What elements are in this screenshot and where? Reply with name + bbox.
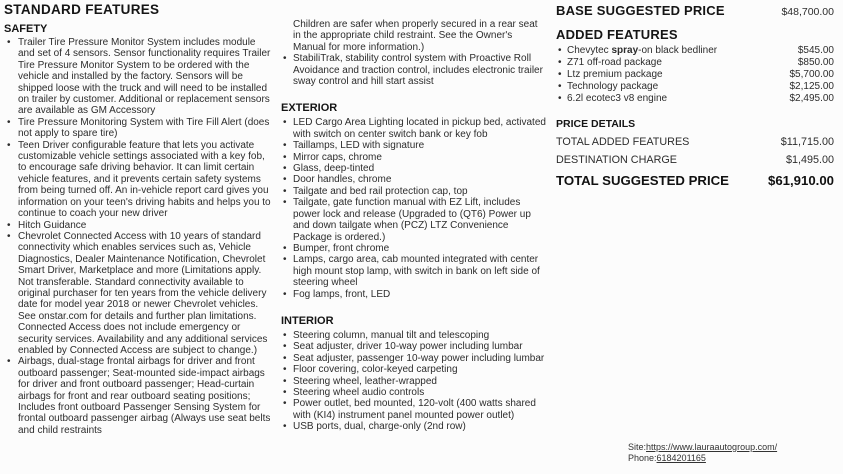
total-price-value: $61,910.00 (767, 173, 834, 188)
feature-item: • Steering column, manual tilt and telescoping (281, 330, 547, 341)
added-feature-price: $2,495.00 (789, 93, 834, 104)
feature-item: • Floor covering, color-keyed carpeting (281, 364, 547, 375)
feature-item: • Steering wheel audio controls (281, 387, 547, 398)
feature-item: • Tailgate, gate function manual with EZ Lift, includes power lock and release (Upgraded to (QT6) Power up and down tailgate when (PCZ) LTZ Convenience Package is ordered.) (281, 197, 547, 243)
page-title: STANDARD FEATURES (4, 2, 160, 17)
added-feature-price: $5,700.00 (789, 69, 834, 80)
price-details-heading: PRICE DETAILS (556, 118, 636, 130)
feature-item: • Chevrolet Connected Access with 10 years of standard connectivity which enables services such as, Vehicle Diagnostics, Dealer Maintenance Notification, Chevrolet Smart Driver, Marketplace and more (Limitations apply. Not transferable. Standard connectivity available to original purchaser for ten years from the vehicle delivery date for model year 2018 or newer Chevrolet vehicles. See onstar.com for details and further plan limitations. Connected Access does not include emergency or security services. Availability and any additional services enabled by Connected Access are subject to change.) (4, 231, 274, 356)
added-feature-label: • Z71 off-road package (556, 57, 662, 69)
interior-heading: INTERIOR (281, 314, 334, 327)
site-line (628, 442, 777, 453)
site-link[interactable]: https://www.lauraautogroup.com/ (646, 442, 778, 452)
feature-item: • Mirror caps, chrome (281, 152, 547, 163)
added-features-list (556, 45, 834, 105)
price-details-rows (556, 136, 834, 166)
added-feature-price: $545.00 (797, 45, 834, 56)
feature-item: • Power outlet, bed mounted, 120-volt (400 watts shared with (KI4) instrument panel mounted power outlet) (281, 398, 547, 421)
feature-item: • Airbags, dual-stage frontal airbags for driver and front outboard passenger; Seat-mounted side-impact airbags for driver and front outboard passenger; Head-curtain airbags for front and rear outboard seating positions; Includes front outboard Passenger Sensing System for frontal outboard passenger airbag (Always use seat belts and child restraints (4, 356, 274, 436)
feature-item: • Taillamps, LED with signature (281, 140, 547, 151)
feature-item: • Steering wheel, leather-wrapped (281, 376, 547, 387)
safety-continuation-text: Children are safer when properly secured in a rear seat in the appropriate child restraint. See the Owner's Manual for more information.) (293, 19, 538, 53)
feature-item: • Hitch Guidance (4, 220, 274, 231)
dealer-contact-footer (628, 442, 777, 464)
added-feature-row (556, 93, 834, 105)
added-feature-row (556, 45, 834, 57)
features-continuation-column (281, 0, 547, 433)
price-detail-value: $1,495.00 (785, 154, 834, 166)
base-price-value: $48,700.00 (781, 6, 834, 18)
safety-heading: SAFETY (4, 23, 48, 35)
added-feature-row (556, 81, 834, 93)
feature-item: • LED Cargo Area Lighting located in pickup bed, activated with switch on center switch bank or key fob (281, 117, 547, 140)
total-price-row (556, 173, 834, 188)
base-price-label: BASE SUGGESTED PRICE (556, 3, 725, 18)
feature-item: • Seat adjuster, passenger 10-way power including lumbar (281, 353, 547, 364)
feature-item: • StabiliTrak, stability control system with Proactive Roll Avoidance and traction control, includes electronic trailer sway control and hill start assist (281, 53, 547, 87)
added-feature-label: • Technology package (556, 81, 658, 93)
feature-item: • Trailer Tire Pressure Monitor System includes module and set of 4 sensors. Sensor functionality requires Trailer Tire Pressure Monitor System to be ordered with the vehicle and installed by the factory. Sensors will be shipped loose with the truck and will need to be installed on trailer by customer. Additional or replacement sensors are available as GM Accessory (4, 37, 274, 117)
safety-list-continued (281, 53, 547, 87)
standard-features-column (4, 2, 274, 436)
added-feature-row (556, 69, 834, 81)
feature-item: • Door handles, chrome (281, 174, 547, 185)
feature-item: • Glass, deep-tinted (281, 163, 547, 174)
feature-item: • Teen Driver configurable feature that lets you activate customizable vehicle settings associated with a key fob, to encourage safe driving behavior. It can limit certain vehicle features, and it prevents certain safety systems from being turned off. An in-vehicle report card gives you information on your teen's driving habits and helps you to continue to coach your new driver (4, 140, 274, 220)
feature-item: • Tire Pressure Monitoring System with Tire Fill Alert (does not apply to spare tire) (4, 117, 274, 140)
added-feature-row (556, 57, 834, 69)
price-detail-value: $11,715.00 (780, 136, 834, 148)
pricing-column (556, 3, 834, 188)
price-detail-row (556, 154, 834, 166)
price-detail-label: TOTAL ADDED FEATURES (556, 136, 690, 148)
added-feature-price: $850.00 (797, 57, 834, 68)
feature-item: • Fog lamps, front, LED (281, 289, 547, 300)
price-detail-label: DESTINATION CHARGE (556, 154, 677, 166)
added-feature-label: • 6.2l ecotec3 v8 engine (556, 93, 667, 105)
added-feature-label: • Ltz premium package (556, 69, 663, 81)
added-feature-label: • Chevytec spray-on black bedliner (556, 45, 717, 57)
feature-item: • Seat adjuster, driver 10-way power including lumbar (281, 341, 547, 352)
phone-label: Phone: (628, 453, 657, 463)
phone-link[interactable]: 6184201165 (656, 453, 706, 463)
added-feature-price: $2,125.00 (789, 81, 834, 92)
interior-list (281, 330, 547, 433)
added-features-heading: ADDED FEATURES (556, 27, 678, 42)
site-label: Site: (628, 442, 647, 452)
base-price-row (556, 3, 834, 18)
feature-item: • USB ports, dual, charge-only (2nd row) (281, 421, 547, 432)
exterior-list (281, 117, 547, 300)
safety-list (4, 37, 274, 436)
feature-item: • Bumper, front chrome (281, 243, 547, 254)
price-detail-row (556, 136, 834, 148)
feature-item: • Lamps, cargo area, cab mounted integrated with center high mount stop lamp, with switch in bank on left side of steering wheel (281, 254, 547, 288)
total-price-label: TOTAL SUGGESTED PRICE (556, 173, 729, 188)
exterior-heading: EXTERIOR (281, 102, 338, 115)
feature-item: • Tailgate and bed rail protection cap, top (281, 186, 547, 197)
phone-line (628, 453, 777, 464)
